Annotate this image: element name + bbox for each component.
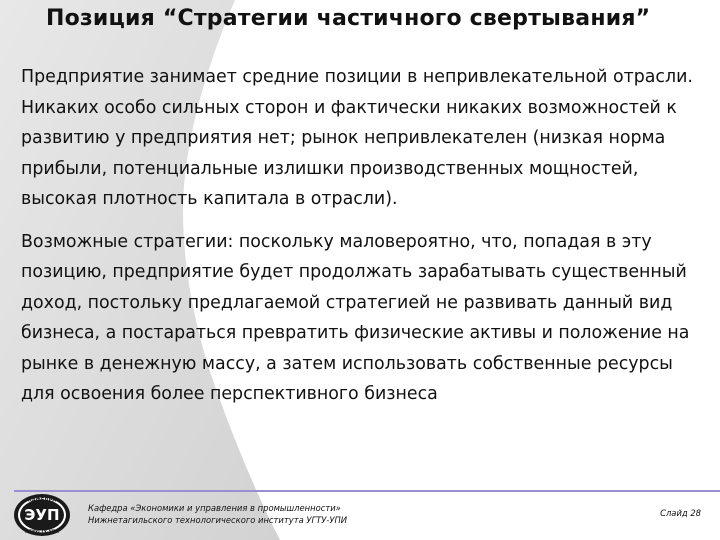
footer-line-2: Нижнетагильского технологического института УГТУ-УПИ	[88, 515, 348, 525]
footer-line-1: Кафедра «Экономики и управления в промышленности»	[88, 503, 341, 513]
department-logo	[13, 493, 71, 537]
footer-divider	[14, 490, 720, 492]
logo-bottom-text: НТИУГТУ-УПИ	[25, 529, 59, 534]
slide-number: Слайд 28	[660, 508, 701, 518]
logo-top-text: КАФЕДРА	[27, 497, 57, 504]
body-paragraph-1: Предприятие занимает средние позиции в непривлекательной отрасли. Никаких особо сильных сторон и фактически никаких возможностей к развитию у предприятия нет; рынок непривлекателен (низкая норма прибыли, потенциальные излишки производственных мощностей, высокая плотность капитала в отрасли).	[21, 67, 693, 209]
logo-main-text: ЭУП	[24, 506, 60, 524]
slide-body	[21, 62, 701, 410]
slide-title: Позиция “Стратегии частичного свертывания”	[46, 6, 651, 31]
footer-department-info	[88, 502, 347, 526]
body-paragraph-2: Возможные стратегии: поскольку маловероятно, что, попадая в эту позицию, предприятие будет продолжать зарабатывать существенный доход, постольку предлагаемой стратегией не развивать данный вид бизнеса, а постараться превратить физические активы и положение на рынке в денежную массу, а затем использовать собственные ресурсы для освоения более перспективного бизнеса	[21, 231, 690, 404]
